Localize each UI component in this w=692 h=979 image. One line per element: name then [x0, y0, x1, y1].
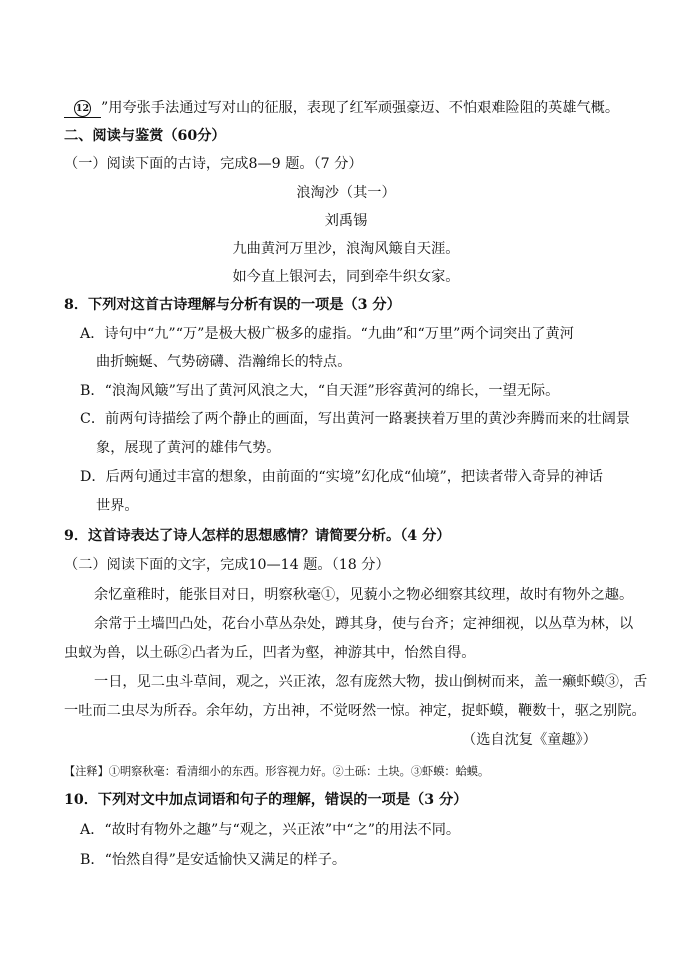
passage-paragraph-2-continued: 虫蚁为兽，以土砾②凸者为丘，凹者为壑，神游其中，怡然自得。: [64, 645, 476, 661]
option-8d: D．后两句通过丰富的想象，由前面的“实境”幻化成“仙境”，把读者带入奇异的神话: [80, 469, 603, 485]
subsection-poem-instruction: （一）阅读下面的古诗，完成8—9 题。（7 分）: [64, 156, 363, 172]
option-8a-continued: 曲折蜿蜒、气势磅礴、浩瀚绵长的特点。: [96, 354, 352, 370]
option-8d-continued: 世界。: [96, 498, 139, 514]
option-8a: A．诗句中“九”“万”是极大极广极多的虚指。“九曲”和“万里”两个词突出了黄河: [80, 326, 574, 342]
option-10a: A．“故时有物外之趣”与“观之，兴正浓”中“之”的用法不同。: [80, 822, 461, 838]
section-heading-reading: 二、阅读与鉴赏（60分）: [64, 128, 226, 144]
line-answer-blank-12: [64, 99, 619, 118]
circled-number-12: 12: [74, 100, 91, 117]
option-8b: B．“浪淘风簸”写出了黄河风浪之大，“自天涯”形容黄河的绵长，一望无际。: [80, 383, 560, 399]
question-8: 8．下列对这首古诗理解与分析有误的一项是（3 分）: [64, 297, 401, 313]
option-10b: B．“怡然自得”是安适愉快又满足的样子。: [80, 852, 347, 868]
option-8c: C．前两句诗描绘了两个静止的画面，写出黄河一路裹挟着万里的黄沙奔腾而来的壮阔景: [80, 411, 630, 427]
passage-paragraph-1: 余忆童稚时，能张目对日，明察秋毫①，见藐小之物必细察其纹理，故时有物外之趣。: [94, 587, 634, 603]
question-9: 9．这首诗表达了诗人怎样的思想感情？请简要分析。（4 分）: [64, 528, 451, 544]
passage-paragraph-3-continued: 一吐而二虫尽为所吞。余年幼，方出神，不觉呀然一惊。神定，捉虾蟆，鞭数十，驱之别院。: [64, 703, 646, 719]
passage-paragraph-3: 一日，见二虫斗草间，观之，兴正浓，忽有庞然大物，拔山倒树而来，盖一癞虾蟆③，舌: [94, 674, 648, 690]
line-text: ”用夸张手法通过写对山的征服，表现了红军顽强豪迈、不怕艰难险阻的英雄气概。: [101, 100, 620, 116]
passage-annotation: 【注释】①明察秋毫：看清细小的东西。形容视力好。②土砾：土块。③虾蟆：蛤蟆。: [64, 765, 490, 778]
question-10: 10．下列对文中加点词语和句子的理解，错误的一项是（3 分）: [64, 792, 468, 808]
passage-paragraph-2: 余常于土墙凹凸处，花台小草丛杂处，蹲其身，使与台齐；定神细视，以丛草为林，以: [94, 616, 634, 632]
poem-author: 刘禹锡: [324, 213, 368, 229]
poem-title: 浪淘沙（其一）: [296, 185, 396, 201]
poem-line-1: 九曲黄河万里沙，浪淘风簸自天涯。: [232, 241, 460, 257]
answer-blank[interactable]: [64, 99, 101, 118]
option-8c-continued: 象，展现了黄河的雄伟气势。: [96, 440, 281, 456]
passage-source: （选自沈复《童趣》）: [462, 732, 597, 748]
poem-line-2: 如今直上银河去，同到牵牛织女家。: [232, 269, 460, 285]
subsection-prose-instruction: （二）阅读下面的文字，完成10—14 题。（18 分）: [64, 557, 390, 573]
